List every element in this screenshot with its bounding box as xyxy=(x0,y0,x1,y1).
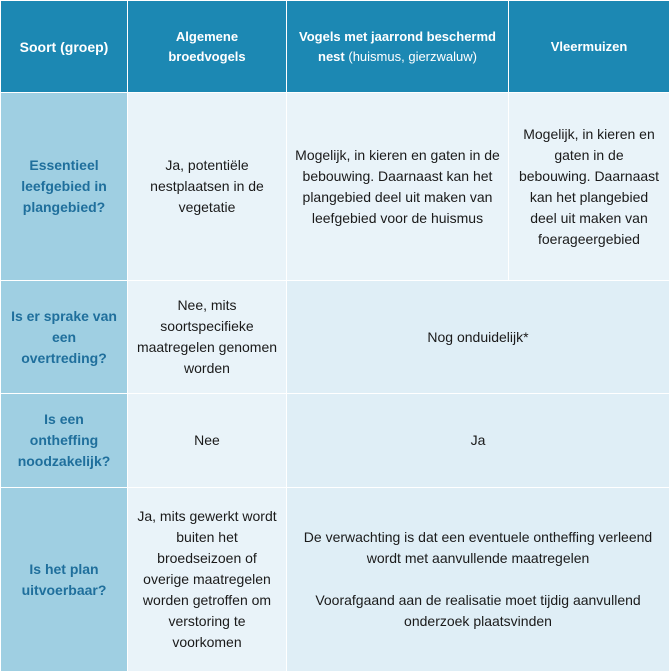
header-general-breeding-birds: Algemene broedvogels xyxy=(128,1,287,93)
header-col2-bold: Vogels met jaarrond beschermd nest xyxy=(299,29,496,64)
header-row xyxy=(1,1,669,93)
cell-merged-protected-species: Nog onduidelijk* xyxy=(287,281,669,394)
row-label-violation: Is er sprake van een overtreding? xyxy=(1,281,128,394)
row-label-essential-habitat: Essentieel leefgebied in plangebied? xyxy=(1,93,128,281)
table-row xyxy=(1,488,669,672)
cell-general-breeding-birds: Ja, mits gewerkt wordt buiten het broedseizoen of overige maatregelen worden getroffen om verstoring te voorkomen xyxy=(128,488,287,672)
header-bats: Vleermuizen xyxy=(509,1,669,93)
feasibility-paragraph-2: Voorafgaand aan de realisatie moet tijdig aanvullend onderzoek plaatsvinden xyxy=(295,590,661,632)
paragraph-spacer xyxy=(295,569,661,590)
header-corner: Soort (groep) xyxy=(1,1,128,93)
table-row xyxy=(1,93,669,281)
cell-merged-protected-species: Ja xyxy=(287,394,669,488)
row-label-exemption-needed: Is een ontheffing noodzakelijk? xyxy=(1,394,128,488)
cell-merged-protected-species xyxy=(287,488,669,672)
cell-general-breeding-birds: Nee, mits soortspecifieke maatregelen genomen worden xyxy=(128,281,287,394)
row-label-plan-feasible: Is het plan uitvoerbaar? xyxy=(1,488,128,672)
cell-general-breeding-birds: Ja, potentiële nestplaatsen in de vegetatie xyxy=(128,93,287,281)
feasibility-paragraph-1: De verwachting is dat een eventuele ontheffing verleend wordt met aanvullende maatregelen xyxy=(295,527,661,569)
header-col2-examples: (huismus, gierzwaluw) xyxy=(348,49,477,64)
table-row xyxy=(1,281,669,394)
cell-general-breeding-birds: Nee xyxy=(128,394,287,488)
header-year-round-nest-birds xyxy=(287,1,509,93)
table-row xyxy=(1,394,669,488)
cell-year-round-nest-birds: Mogelijk, in kieren en gaten in de bebouwing. Daarnaast kan het plangebied deel uit maken van leefgebied voor de huismus xyxy=(287,93,509,281)
cell-bats: Mogelijk, in kieren en gaten in de bebouwing. Daarnaast kan het plangebied deel uit maken van foerageergebied xyxy=(509,93,669,281)
